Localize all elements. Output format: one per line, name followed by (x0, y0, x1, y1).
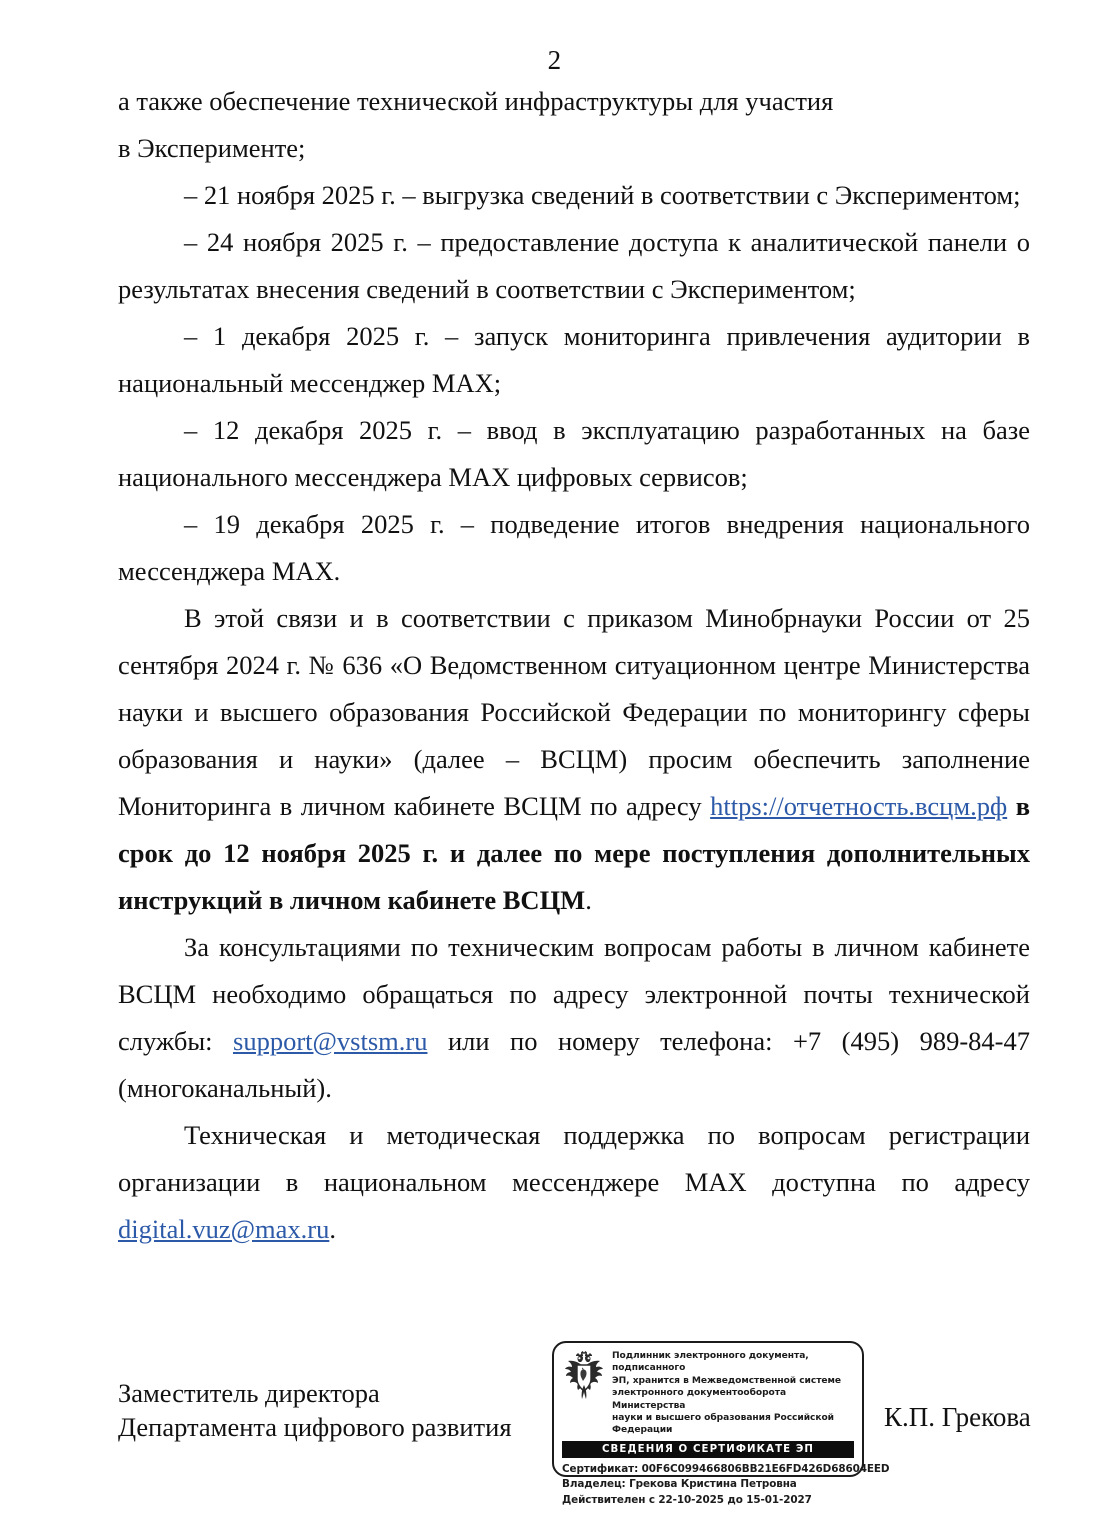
electronic-signature-stamp (552, 1341, 890, 1507)
bullet-21-november: – 21 ноября 2025 г. – выгрузка сведений в соответствии с Экспериментом; (184, 180, 1021, 210)
stamp-certificate-validity: Действителен с 22-10-2025 до 15-01-2027 (562, 1494, 812, 1507)
max-text-before: Техническая и методическая поддержка по вопросам регистрации организации в национальном мессенджере MAX доступна по адресу (118, 1120, 1030, 1197)
stamp-header-line-3: электронного документооборота Министерства (612, 1388, 787, 1411)
paragraph-line: в Эксперименте; (118, 133, 306, 163)
bullet-19-december: – 19 декабря 2025 г. – подведение итогов внедрения национального мессенджера MAX. (118, 509, 1030, 586)
stamp-certificate-owner: Владелец: Грекова Кристина Петровна (562, 1478, 797, 1491)
deadline-bold-text: в срок до 12 ноября 2025 г. и далее по мере поступления дополнительных инструкций в личном кабинете ВСЦМ (118, 791, 1031, 915)
paragraph-technical-support-contacts (118, 924, 1030, 1112)
signatory-position-line-1: Заместитель директора (118, 1378, 380, 1408)
bullet-12-december: – 12 декабря 2025 г. – ввод в эксплуатацию разработанных на базе национального мессенджера MAX цифровых сервисов; (118, 415, 1030, 492)
stamp-header-text (612, 1350, 854, 1437)
page-number: 2 (547, 45, 562, 75)
bullet-1-december: – 1 декабря 2025 г. – запуск мониторинга привлечения аудитории в национальный мессенджер MAX; (118, 321, 1030, 398)
sentence-period: . (585, 885, 592, 915)
russian-coat-of-arms-icon (562, 1351, 606, 1403)
paragraph-line: а также обеспечение технической инфраструктуры для участия (118, 86, 834, 116)
support-text-after: или по номеру телефона: +7 (495) 989-84-47 (многоканальный). (118, 1026, 1030, 1103)
sentence-period: . (329, 1214, 336, 1244)
stamp-certificate-details (562, 1462, 890, 1509)
max-email-link[interactable]: digital.vuz@max.ru (118, 1214, 330, 1244)
order-text: В этой связи и в соответствии с приказом Минобрнауки России от 25 сентября 2024 г. № 636 «О Ведомственном ситуационном центре Министерства науки и высшего образования Российской Федерации по мониторингу сферы образования и науки» (далее – ВСЦМ) просим обеспечить заполнение Мониторинга в личном кабинете ВСЦМ по адресу (118, 603, 1030, 821)
paragraph-max-registration-support (118, 1112, 1030, 1253)
document-body (118, 78, 1030, 1253)
stamp-certificate-title-bar: СВЕДЕНИЯ О СЕРТИФИКАТЕ ЭП (562, 1441, 854, 1458)
vscm-portal-link[interactable]: https://отчетность.всцм.рф (710, 791, 1008, 821)
paragraph-order-and-deadline (118, 595, 1030, 924)
stamp-certificate-number: Сертификат: 00F6C099466806BB21E6FD426D68604EED (562, 1462, 890, 1475)
stamp-header-line-1: Подлинник электронного документа, подписанного (612, 1351, 809, 1374)
bullet-24-november: – 24 ноября 2025 г. – предоставление доступа к аналитической панели о результатах внесения сведений в соответствии с Экспериментом; (118, 227, 1030, 304)
stamp-header-line-4: науки и высшего образования Российской Федерации (612, 1413, 834, 1436)
paragraph-continuation (118, 78, 1030, 125)
signatory-position (118, 1376, 538, 1444)
stamp-header (562, 1350, 854, 1437)
support-email-link[interactable]: support@vstsm.ru (233, 1026, 428, 1056)
support-text-before: За консультациями по техническим вопросам работы в личном кабинете ВСЦМ необходимо обращаться по адресу электронной почты технической службы: (118, 932, 1030, 1056)
signatory-name: К.П. Грекова (884, 1402, 1031, 1432)
stamp-header-line-2: ЭП, хранится в Межведомственной системе (612, 1375, 842, 1386)
paragraph-continuation-end (118, 125, 1030, 172)
signatory-position-line-2: Департамента цифрового развития (118, 1412, 512, 1442)
